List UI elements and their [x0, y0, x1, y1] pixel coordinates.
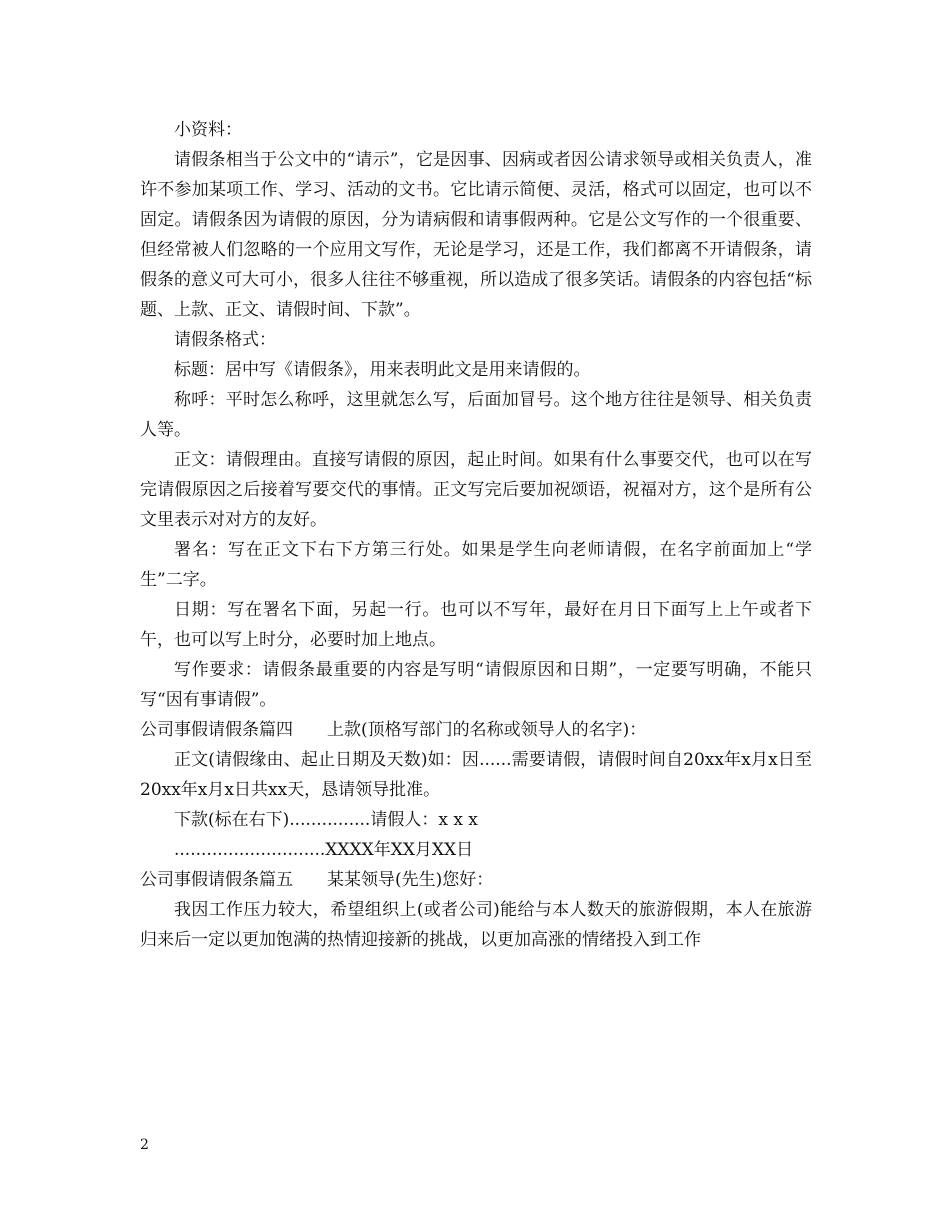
section5-body: 我因工作压力较大，希望组织上(或者公司)能给与本人数天的旅游假期，本人在旅游归来后一定以更加饱满的热情迎接新的挑战，以更加高涨的情绪投入到工作 [140, 900, 812, 950]
section4-heading: 公司事假请假条篇四 [140, 720, 293, 740]
note-title: 小资料： [174, 120, 242, 140]
format-title: 请假条格式： [174, 330, 276, 350]
document-body [140, 115, 812, 955]
writing-requirements: 写作要求：请假条最重要的内容是写明“请假原因和日期”，一定要写明确，不能只写“因有事请假”。 [140, 660, 812, 710]
section4-heading-line [140, 715, 812, 745]
salutation-rule: 称呼：平时怎么称呼，这里就怎么写，后面加冒号。这个地方往往是领导、相关负责人等。 [140, 390, 812, 440]
section4-closing: 下款(标在右下)...............请假人：x x x [174, 810, 478, 830]
section5-salutation: 某某领导(先生)您好： [327, 870, 494, 890]
page-number: 2 [140, 1137, 149, 1153]
signature-rule: 署名：写在正文下右下方第三行处。如果是学生向老师请假，在名字前面加上“学生”二字。 [140, 540, 812, 590]
date-rule: 日期：写在署名下面，另起一行。也可以不写年，最好在月日下面写上上午或者下午，也可以写上时分，必要时加上地点。 [140, 600, 812, 650]
section4-salutation: 上款(顶格写部门的名称或领导人的名字)： [327, 720, 647, 740]
section5-heading: 公司事假请假条篇五 [140, 870, 293, 890]
section5-heading-line [140, 865, 812, 895]
title-rule: 标题：居中写《请假条》，用来表明此文是用来请假的。 [174, 360, 591, 380]
section4-date-line: ............................XXXX年XX月XX日 [174, 840, 474, 860]
body-rule: 正文：请假理由。直接写请假的原因，起止时间。如果有什么事要交代，也可以在写完请假原因之后接着写要交代的事情。正文写完后要加祝颂语，祝福对方，这个是所有公文里表示对对方的友好。 [140, 450, 812, 530]
intro-paragraph: 请假条相当于公文中的“请示”，它是因事、因病或者因公请求领导或相关负责人，准许不参加某项工作、学习、活动的文书。它比请示简便、灵活，格式可以固定，也可以不固定。请假条因为请假的原因，分为请病假和请事假两种。它是公文写作的一个很重要、但经常被人们忽略的一个应用文写作，无论是学习，还是工作，我们都离不开请假条，请假条的意义可大可小，很多人往往不够重视，所以造成了很多笑话。请假条的内容包括“标题、上款、正文、请假时间、下款”。 [140, 150, 812, 320]
section4-body: 正文(请假缘由、起止日期及天数)如：因......需要请假，请假时间自20xx年x月x日至20xx年x月x日共xx天，恳请领导批准。 [140, 750, 812, 800]
